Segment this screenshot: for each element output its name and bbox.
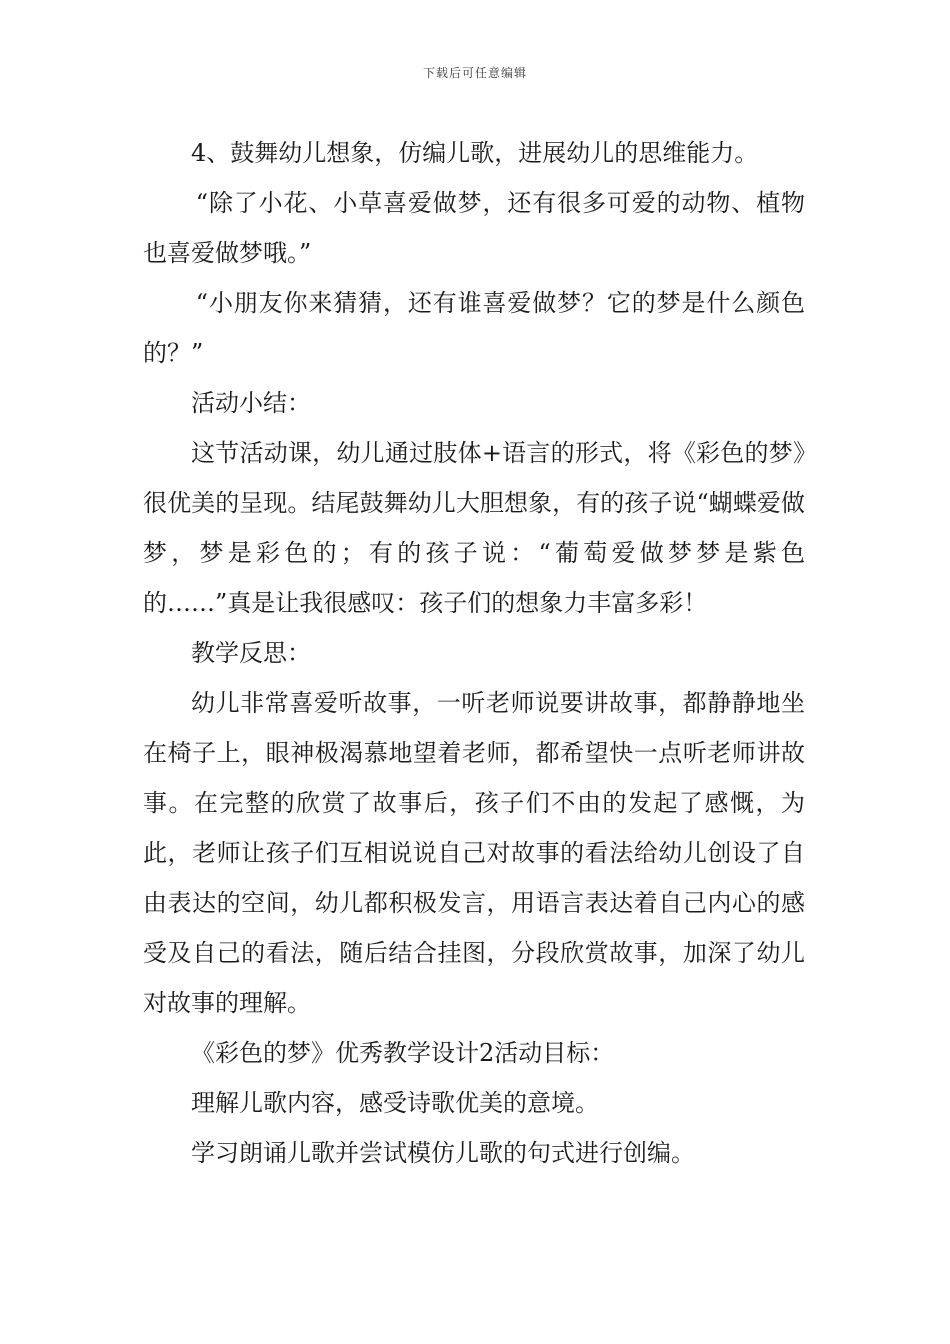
heading-teaching-reflection: 教学反思： [191, 639, 311, 667]
heading-activity-summary: 活动小结： [191, 389, 311, 417]
document-body [143, 128, 805, 1178]
page-header-note: 下载后可任意编辑 [422, 66, 527, 80]
paragraph-goal-2: 学习朗诵儿歌并尝试模仿儿歌的句式进行创编。 [191, 1139, 695, 1167]
heading-design-2-goals: 《彩色的梦》优秀教学设计2活动目标： [191, 1039, 615, 1067]
paragraph-quote-guess: “小朋友你来猜猜，还有谁喜爱做梦？它的梦是什么颜色的？” [143, 289, 805, 367]
paragraph-teaching-reflection: 幼儿非常喜爱听故事，一听老师说要讲故事，都静静地坐在椅子上，眼神极渴慕地望着老师，都希望快一点听老师讲故事。在完整的欣赏了故事后，孩子们不由的发起了感慨，为此，老师让孩子们互相说说自己对故事的看法给幼儿创设了自由表达的空间，幼儿都积极发言，用语言表达着自己内心的感受及自己的看法，随后结合挂图，分段欣赏故事，加深了幼儿对故事的理解。 [143, 689, 805, 1017]
paragraph-quote-dream: “除了小花、小草喜爱做梦，还有很多可爱的动物、植物也喜爱做梦哦。” [143, 189, 805, 267]
paragraph-goal-1: 理解儿歌内容，感受诗歌优美的意境。 [191, 1089, 599, 1117]
paragraph-step-4: 4、鼓舞幼儿想象，仿编儿歌，进展幼儿的思维能力。 [191, 139, 759, 167]
paragraph-activity-summary: 这节活动课，幼儿通过肢体+语言的形式，将《彩色的梦》很优美的呈现。结尾鼓舞幼儿大胆想象，有的孩子说“蝴蝶爱做梦，梦是彩色的；有的孩子说：“葡萄爱做梦梦是紫色的……”真是让我很感叹：孩子们的想象力丰富多彩！ [143, 439, 805, 617]
